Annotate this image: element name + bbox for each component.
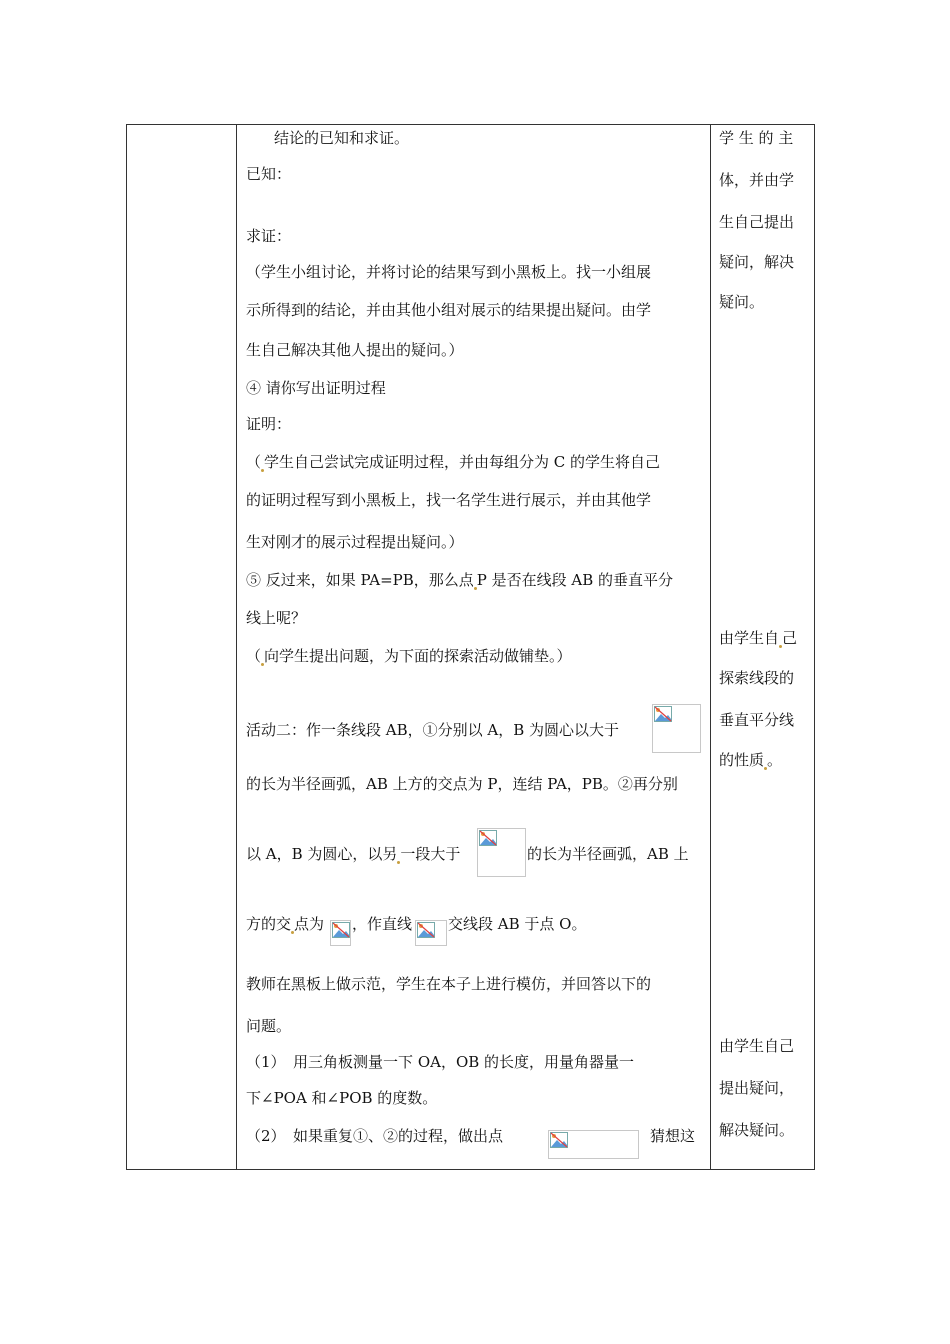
image-placeholder-icon xyxy=(417,922,435,938)
text-line: 教师在黑板上做示范，学生在本子上进行模仿，并回答以下的 xyxy=(246,975,652,993)
text-line: 方的交 点为 xyxy=(246,915,325,933)
text-line: 生对刚才的展示过程提出疑问。） xyxy=(246,533,464,551)
text-line: （ 向学生提出问题，为下面的探索活动做铺垫。） xyxy=(246,647,572,665)
note-line: 由学生自 己 xyxy=(719,629,798,647)
text-line: （学生小组讨论，并将讨论的结果写到小黑板上。找一小组展 xyxy=(246,263,652,281)
text-line: 交线段 AB 于点 O。 xyxy=(448,915,587,933)
text-line: 生自己解决其他人提出的疑问。） xyxy=(246,341,464,359)
text-line: 的证明过程写到小黑板上，找一名学生进行展示，并由其他学 xyxy=(246,491,652,509)
formula-image xyxy=(548,1130,639,1159)
prove-label: 求证： xyxy=(246,227,292,245)
column-divider-2 xyxy=(710,125,711,1169)
text-line: 下∠POA 和∠POB 的度数。 xyxy=(246,1089,438,1107)
step-5-question: ⑤ 反过来，如果 PA=PB，那么点 P 是否在线段 AB 的垂直平分 xyxy=(246,571,674,589)
note-line: 垂直平分线 xyxy=(719,711,795,729)
note-line: 由学生自己 xyxy=(719,1037,795,1055)
text-line: （ 学生自己尝试完成证明过程，并由每组分为 C 的学生将自己 xyxy=(246,453,661,471)
note-line: 疑问，解决 xyxy=(719,253,795,271)
note-line: 的性质 。 xyxy=(719,751,783,769)
text-line: 示所得到的结论，并由其他小组对展示的结果提出疑问。由学 xyxy=(246,301,652,319)
known-label: 已知： xyxy=(246,165,292,183)
note-line: 体，并由学 xyxy=(719,171,795,189)
text-line: 以 A，B 为圆心，以另 一段大于 xyxy=(246,845,461,863)
note-line: 提出疑问， xyxy=(719,1079,795,1097)
note-line: 探索线段的 xyxy=(719,669,795,687)
text-line: 结论的已知和求证。 xyxy=(274,129,410,147)
proof-label: 证明： xyxy=(246,415,292,433)
question-1: （1） 用三角板测量一下 OA，OB 的长度，用量角器量一 xyxy=(246,1053,635,1071)
image-placeholder-icon xyxy=(654,706,672,722)
formula-image xyxy=(415,920,447,946)
image-placeholder-icon xyxy=(479,830,497,846)
activity-2-line: 活动二：作一条线段 AB，①分别以 A，B 为圆心以大于 xyxy=(246,721,620,739)
text-line: 线上呢？ xyxy=(246,609,307,627)
formula-image xyxy=(330,920,351,946)
note-line: 生自己提出 xyxy=(719,213,795,231)
note-line: 学 生 的 主 xyxy=(719,129,794,147)
formula-image xyxy=(477,828,526,877)
note-line: 解决疑问。 xyxy=(719,1121,795,1139)
text-line: 的长为半径画弧，AB 上 xyxy=(527,845,689,863)
question-2: （2） 如果重复①、②的过程，做出点 xyxy=(246,1127,504,1145)
image-placeholder-icon xyxy=(332,922,350,938)
text-line: 猜想这 xyxy=(650,1127,696,1145)
formula-image xyxy=(652,704,701,753)
text-line: 问题。 xyxy=(246,1017,292,1035)
note-line: 疑问。 xyxy=(719,293,765,311)
step-4-heading: ④ 请你写出证明过程 xyxy=(246,379,386,397)
column-divider-1 xyxy=(236,125,237,1169)
text-line: 的长为半径画弧，AB 上方的交点为 P，连结 PA，PB。②再分别 xyxy=(246,775,678,793)
text-line: ，作直线 xyxy=(352,915,413,933)
image-placeholder-icon xyxy=(550,1132,568,1148)
